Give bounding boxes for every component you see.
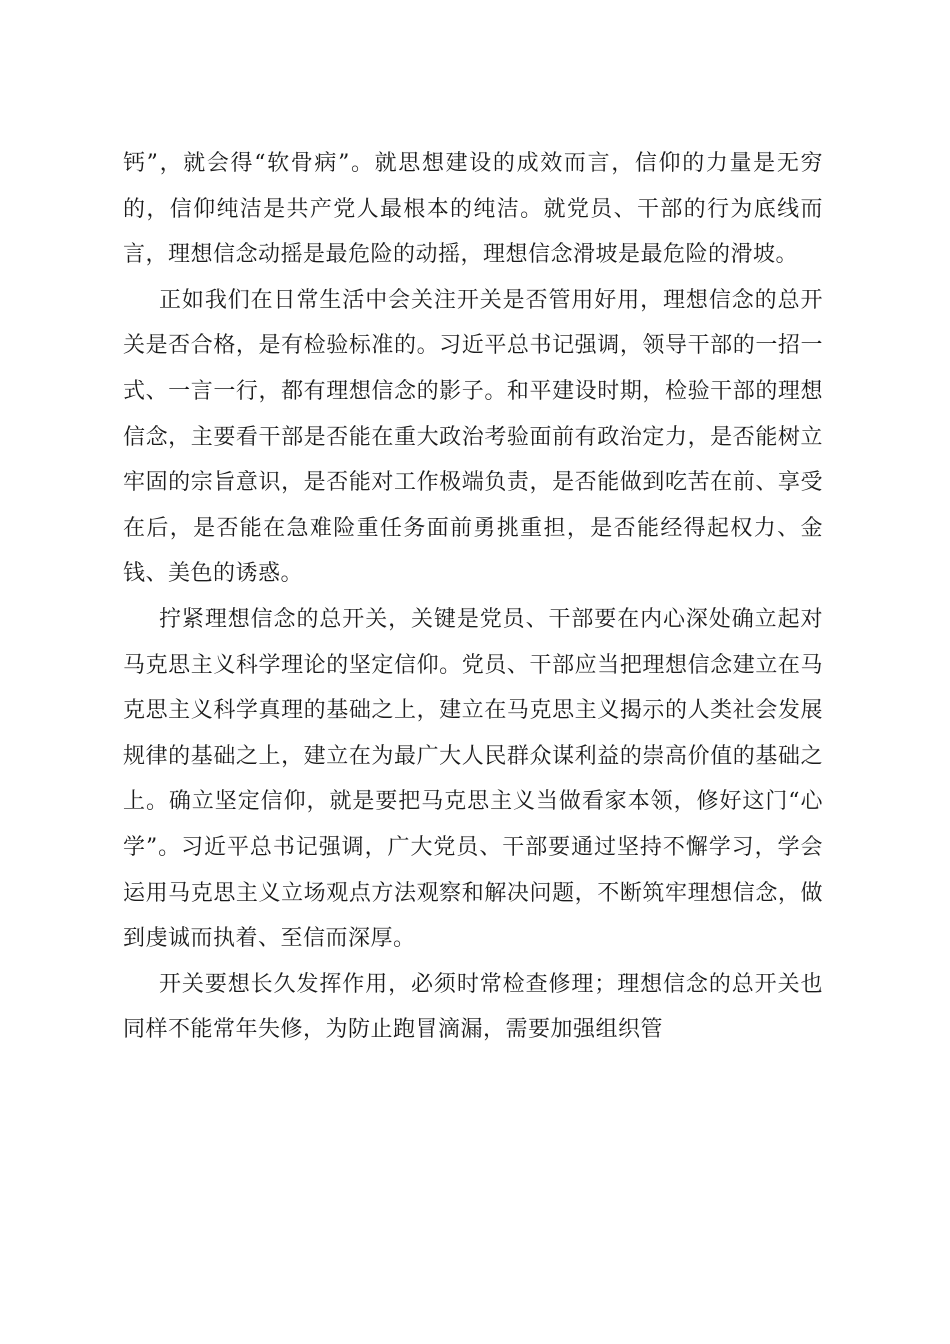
paragraph-inspection-standards: 正如我们在日常生活中会关注开关是否管用好用，理想信念的总开关是否合格，是有检验标准的。习近平总书记强调，领导干部的一招一式、一言一行，都有理想信念的影子。和平建设时期，检验干部的理想信念，主要看干部是否能在重大政治考验面前有政治定力，是否能树立牢固的宗旨意识，是否能对工作极端负责，是否能做到吃苦在前、享受在后，是否能在急难险重任务面前勇挑重担，是否能经得起权力、金钱、美色的诱惑。 <box>123 287 823 587</box>
paragraph-continuation: 钙”，就会得“软骨病”。就思想建设的成效而言，信仰的力量是无穷的，信仰纯洁是共产党人最根本的纯洁。就党员、干部的行为底线而言，理想信念动摇是最危险的动摇，理想信念滑坡是最危险的滑坡。 <box>123 151 823 268</box>
paragraph-maintenance: 开关要想长久发挥作用，必须时常检查修理；理想信念的总开关也同样不能常年失修，为防止跑冒滴漏，需要加强组织管 <box>123 971 823 1043</box>
body-text <box>123 141 823 1053</box>
paragraph-firm-belief: 拧紧理想信念的总开关，关键是党员、干部要在内心深处确立起对马克思主义科学理论的坚定信仰。党员、干部应当把理想信念建立在马克思主义科学真理的基础之上，建立在马克思主义揭示的人类社会发展规律的基础之上，建立在为最广大人民群众谋利益的崇高价值的基础之上。确立坚定信仰，就是要把马克思主义当做看家本领，修好这门“心学”。习近平总书记强调，广大党员、干部要通过坚持不懈学习，学会运用马克思主义立场观点方法观察和解决问题，不断筑牢理想信念，做到虔诚而执着、至信而深厚。 <box>123 606 823 952</box>
